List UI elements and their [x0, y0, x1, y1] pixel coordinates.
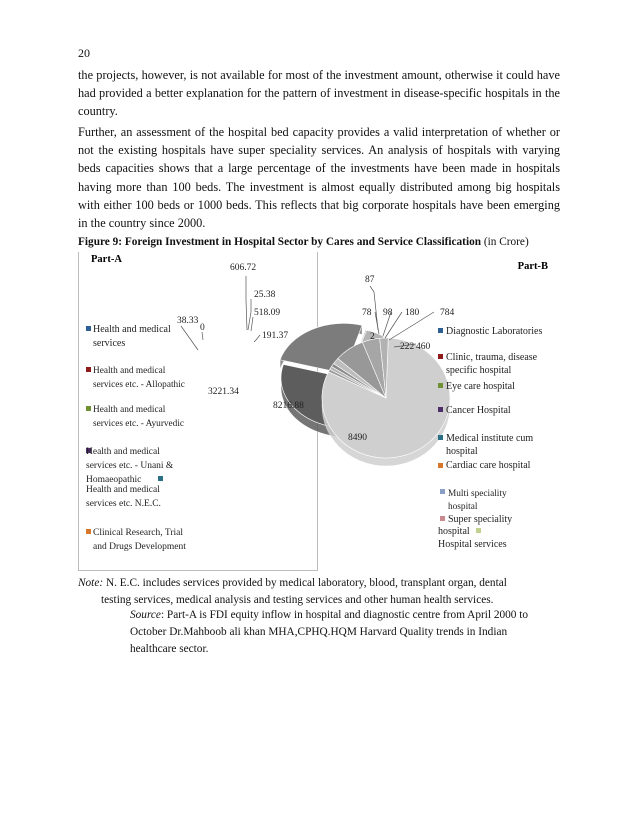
part-a-value-label-6: 518.09 [254, 308, 281, 318]
part-b-legend-text-8-1: Hospital services [438, 539, 507, 550]
part-b-legend-text-3-0: Cancer Hospital [446, 405, 511, 416]
part-a-leader-5 [202, 332, 203, 340]
part-b-legend-swatch-5 [438, 463, 443, 468]
part-a-leader-3 [254, 335, 260, 342]
part-a-legend-text-3-2: Homaeopathic [86, 475, 142, 485]
part-b-value-label-3: 87 [365, 275, 375, 285]
part-a-leader-4 [181, 326, 198, 350]
part-b-value-label-0: 8490 [348, 433, 367, 443]
part-b-legend-text-7-0: Super speciality [448, 514, 513, 525]
part-a-legend-swatch-5 [86, 529, 91, 534]
part-a-legend-swatch-1 [86, 367, 91, 372]
part-a-legend-text-4-0: Health and medical [86, 485, 160, 495]
part-a-legend-swatch-0 [86, 326, 91, 331]
part-a-value-label-1: 3221.34 [208, 387, 239, 397]
part-b-legend-text-1-0: Clinic, trauma, disease [446, 352, 538, 363]
part-b-legend-text-1-1: specific hospital [446, 365, 512, 376]
part-a-legend-swatch-2 [86, 406, 91, 411]
part-a-legend-item-health-and-medical-services-etc-ayurvedic [86, 405, 184, 429]
part-b-value-label-8: 222 [400, 342, 415, 352]
part-b-value-label-5: 180 [405, 308, 420, 318]
part-b-legend-text-5-0: Cardiac care hospital [446, 460, 531, 471]
part-b-title: Part-B [517, 261, 548, 272]
part-a-legend-item-health-and-medical-services [86, 324, 171, 349]
part-b-legend-text-6-0: Multi speciality [448, 489, 507, 499]
paragraph-2: Further, an assessment of the hospital bed capacity provides a valid interpretation of whether or not the existing hospitals have super speciality services. An analysis of hospitals with varying beds capacities shows that a large percentage of the investments have been made in hospitals having more than 100 beds. The investment is almost equally distributed among big hospitals with either 100 beds or 1000 beds. This reflects that big corporate hospitals have been emerging in the country since 2000. [78, 125, 560, 231]
part-a-legend-swatch-4 [158, 476, 163, 481]
figure-caption [78, 236, 568, 248]
part-b-legend-item-diagnostic-laboratories [438, 326, 542, 337]
part-a-legend-text-3-0: Health and medical [86, 447, 160, 457]
figure-9-chart [78, 252, 560, 572]
part-a-legend-item-health-and-medical-services-etc-allopathic [86, 366, 185, 390]
part-a-legend-text-0-1: services [93, 338, 126, 349]
part-a-title: Part-A [91, 254, 122, 265]
part-b-legend-text-6-1: hospital [448, 502, 478, 512]
part-b-legend-swatch-1 [438, 354, 443, 359]
part-b-legend-item-super-speciality-hospital [440, 514, 512, 525]
part-a-legend-text-4-1: services etc. N.E.C. [86, 499, 161, 509]
part-b-legend-text-8-0: hospital [438, 526, 470, 537]
figure-caption-unit: (in Crore) [483, 236, 529, 248]
part-a-value-label-2: 0 [200, 323, 205, 333]
part-b-legend-swatch-4 [438, 435, 443, 440]
figure-source [130, 607, 550, 657]
part-b-legend [438, 326, 542, 550]
figure-note [78, 575, 548, 608]
part-b-legend-item-clinic-trauma-disease-specific-hospital [438, 352, 538, 376]
part-b-legend-item-eye-care-hospital [438, 381, 515, 392]
part-a-legend-text-1-0: Health and medical [93, 366, 166, 376]
part-b-legend-item-medical-institute-cum-hospital [438, 433, 533, 457]
part-b-value-label-4: 98 [383, 308, 393, 318]
part-a-value-label-5: 25.38 [254, 290, 276, 300]
part-b-value-label-6: 784 [440, 308, 455, 318]
part-a-legend-text-0-0: Health and medical [93, 324, 171, 335]
part-b-legend-item-hospital-services [438, 526, 507, 550]
part-b-legend-item-multi-speciality-hospital [440, 489, 507, 512]
page-number: 20 [78, 46, 90, 60]
part-a-leader-1 [248, 299, 251, 330]
part-b-value-label-2: 78 [362, 308, 372, 318]
part-b-legend-swatch-2 [438, 383, 443, 388]
part-a-value-label-4: 606.72 [230, 263, 257, 273]
part-b-pie [322, 338, 450, 466]
part-b-legend-swatch-6 [440, 489, 445, 494]
part-a-legend-text-5-1: and Drugs Development [93, 542, 186, 552]
part-a-value-label-0: 8216.88 [273, 401, 304, 411]
part-a-leader-2 [251, 317, 253, 331]
part-b-legend-swatch-3 [438, 407, 443, 412]
part-a-value-label-7: 191.37 [262, 331, 289, 341]
part-b-value-label-7: 460 [416, 342, 431, 352]
figure-caption-title: Figure 9: Foreign Investment in Hospital Sector by Cares and Service Classification [78, 236, 482, 248]
part-b-legend-swatch-0 [438, 328, 443, 333]
part-a-legend-text-2-0: Health and medical [93, 405, 166, 415]
part-a-legend [86, 324, 186, 552]
part-b-legend-text-2-0: Eye care hospital [446, 381, 515, 392]
part-a-leader-0 [246, 276, 247, 330]
part-a-legend-text-3-1: services etc. - Unani & [86, 461, 174, 471]
part-a-legend-text-2-1: services etc. - Ayurvedic [93, 419, 185, 429]
part-a-value-label-3: 38.33 [177, 316, 199, 326]
part-b-value-label-1: 2 [370, 332, 375, 342]
figure-9 [78, 252, 560, 572]
part-b-legend-item-cardiac-care-hospital [438, 460, 531, 471]
part-b-legend-swatch-7 [440, 516, 445, 521]
note-label: Note: [78, 577, 104, 589]
part-b-legend-item-cancer-hospital [438, 405, 511, 416]
note-line-2: testing services, medical analysis and testing services and other human health services. [101, 593, 494, 606]
source-label: Source [130, 609, 161, 621]
part-b-legend-swatch-8 [476, 528, 481, 533]
part-a-legend-item-clinical-research-trial-and-drugs-development [86, 528, 186, 552]
source-text: : Part-A is FDI equity inflow in hospital and diagnostic centre from April 2000 to October Dr.Mahboob ali khan MHA,CPHQ.HQM Harvard Quality trends in Indian healthcare sector. [130, 609, 529, 655]
part-b-legend-text-4-1: hospital [446, 446, 478, 457]
part-a-legend-text-1-1: services etc. - Allopathic [93, 380, 185, 390]
part-b-legend-text-4-0: Medical institute cum [446, 433, 534, 444]
part-b-legend-text-0-0: Diagnostic Laboratories [446, 326, 543, 337]
paragraph-1: the projects, however, is not available for most of the investment amount, otherwise it could have had provided a better explanation for the pattern of investment in disease-specific hospitals in the country. [78, 68, 560, 119]
note-line-1: N. E.C. includes services provided by medical laboratory, blood, transplant organ, dental [105, 577, 507, 589]
part-a-legend-text-5-0: Clinical Research, Trial [93, 528, 183, 538]
part-b-leader-1 [375, 312, 379, 334]
